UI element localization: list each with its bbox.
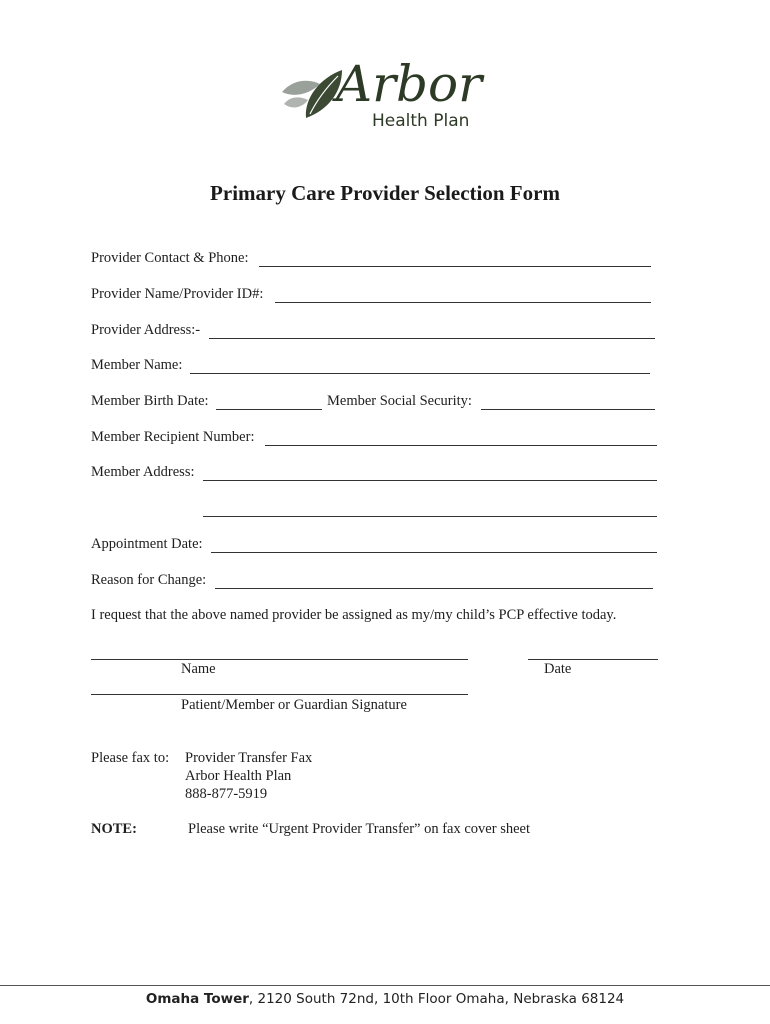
member-address-label: Member Address:: [91, 464, 195, 480]
provider-address-label: Provider Address:-: [91, 322, 201, 338]
provider-address-row: [91, 322, 661, 342]
footer-divider: [0, 985, 770, 986]
note-text: Please write “Urgent Provider Transfer” on fax cover sheet: [188, 821, 530, 837]
member-birth-date-label: Member Birth Date:: [91, 393, 209, 409]
note-label: NOTE:: [91, 821, 137, 837]
guardian-signature-line[interactable]: [91, 694, 468, 695]
provider-contact-row: [91, 250, 656, 270]
arbor-logo: [276, 46, 496, 136]
fax-number: 888-877-5919: [185, 786, 268, 802]
member-address-row: [91, 464, 661, 484]
member-name-field[interactable]: [190, 373, 650, 374]
reason-field[interactable]: [215, 588, 653, 589]
member-ssn-label: Member Social Security:: [327, 393, 472, 409]
provider-name-row: [91, 286, 656, 306]
member-name-label: Member Name:: [91, 357, 183, 373]
member-recipient-row: [91, 429, 661, 449]
member-ssn-field[interactable]: [481, 409, 655, 410]
member-birth-date-field[interactable]: [216, 409, 322, 410]
member-birth-ssn-row: [91, 393, 661, 413]
svg-text:Health Plan: Health Plan: [372, 111, 470, 131]
appointment-date-row: [91, 536, 661, 556]
reason-row: [91, 572, 656, 592]
date-label: Date: [544, 661, 572, 677]
fax-line-1: Provider Transfer Fax: [185, 750, 313, 766]
provider-name-label: Provider Name/Provider ID#:: [91, 286, 264, 302]
fax-line-2: Arbor Health Plan: [185, 768, 292, 784]
svg-text:Arbor: Arbor: [336, 55, 483, 113]
form-title: Primary Care Provider Selection Form: [210, 181, 560, 205]
fax-label: Please fax to:: [91, 750, 170, 766]
provider-address-field[interactable]: [209, 338, 655, 339]
provider-contact-label: Provider Contact & Phone:: [91, 250, 249, 266]
reason-label: Reason for Change:: [91, 572, 207, 588]
member-name-row: [91, 357, 656, 377]
provider-name-field[interactable]: [275, 302, 651, 303]
member-address-field[interactable]: [203, 480, 657, 481]
footer-street: , 2120 South 72nd, 10th Floor Omaha, Nebraska 68124: [248, 991, 625, 1007]
name-signature-line[interactable]: [91, 659, 468, 660]
date-signature-line[interactable]: [528, 659, 658, 660]
leaf-logo-icon: [276, 46, 496, 136]
guardian-signature-label: Patient/Member or Guardian Signature: [181, 697, 407, 713]
footer-location: Omaha Tower: [145, 991, 249, 1007]
request-statement: I request that the above named provider be assigned as my/my child’s PCP effective today.: [91, 607, 617, 623]
member-recipient-field[interactable]: [265, 445, 657, 446]
member-recipient-label: Member Recipient Number:: [91, 429, 255, 445]
footer-address: [0, 991, 770, 1007]
appointment-date-label: Appointment Date:: [91, 536, 203, 552]
name-label: Name: [181, 661, 216, 677]
provider-contact-field[interactable]: [259, 266, 651, 267]
member-address-field-line2[interactable]: [203, 516, 657, 517]
appointment-date-field[interactable]: [211, 552, 657, 553]
